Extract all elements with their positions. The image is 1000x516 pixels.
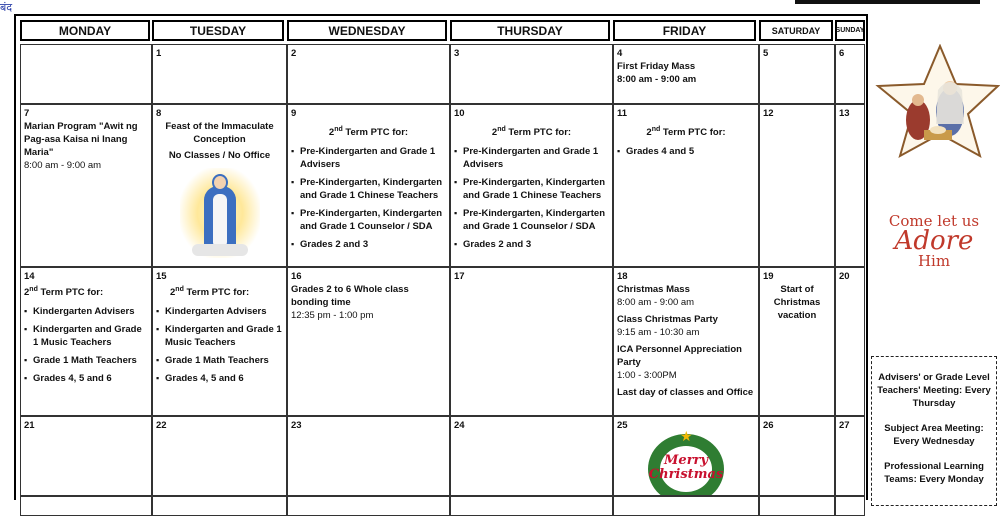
event-title: Christmas Mass [617, 284, 690, 295]
event-note: No Classes / No Office [168, 150, 271, 161]
day-cell-13 [835, 104, 865, 267]
list-item: ▪ Grades 2 and 3 [454, 238, 609, 251]
day-number: 14 [24, 271, 35, 282]
ptc-list [156, 305, 283, 385]
event-time: 12:35 pm - 1:00 pm [291, 310, 374, 321]
day-cell-21 [20, 416, 152, 496]
list-item: ▪ Grade 1 Math Teachers [24, 354, 148, 367]
list-item: ▪ Pre-Kindergarten, Kindergarten and Grade 1 Chinese Teachers [291, 176, 446, 202]
day-cell-next [835, 496, 865, 516]
day-cell-8 [152, 104, 287, 267]
day-number: 26 [763, 420, 774, 431]
day-cell-next [20, 496, 152, 516]
event-title: Start of Christmas vacation [773, 284, 821, 321]
list-item: ▪ Pre-Kindergarten, Kindergarten and Grade 1 Chinese Teachers [454, 176, 609, 202]
ptc-title: 2nd Term PTC for: [24, 286, 104, 299]
event-title: Class Christmas Party [617, 314, 718, 325]
greeting-line-1: Merry [664, 453, 708, 468]
day-cell-12 [759, 104, 835, 267]
day-number: 9 [291, 108, 297, 119]
day-number: 22 [156, 420, 167, 431]
list-item: ▪ Grades 4 and 5 [617, 145, 755, 158]
list-item: ▪ Pre-Kindergarten and Grade 1 Advisers [291, 145, 446, 171]
day-number: 6 [839, 48, 845, 59]
day-number: 12 [763, 108, 774, 119]
list-item: ▪ Kindergarten and Grade 1 Music Teachers [24, 323, 148, 349]
top-mark: बंद [0, 2, 13, 14]
top-bar [795, 0, 980, 4]
day-cell-5 [759, 44, 835, 104]
meeting-schedule-box [871, 356, 997, 506]
day-number: 15 [156, 271, 167, 282]
day-cell-23 [287, 416, 450, 496]
merry-christmas-wreath [636, 428, 736, 496]
day-cell-25 [613, 416, 759, 496]
event-title: Feast of the Immaculate Conception [165, 121, 274, 145]
day-cell-20 [835, 267, 865, 416]
day-number: 21 [24, 420, 35, 431]
day-cell-4 [613, 44, 759, 104]
adore-line-3: Him [917, 252, 951, 270]
list-item: ▪ Grade 1 Math Teachers [156, 354, 283, 367]
ptc-list [24, 305, 148, 385]
header-monday: MONDAY [20, 20, 150, 41]
calendar-grid [14, 14, 868, 500]
adore-line-2: Adore [894, 226, 974, 256]
day-cell-26 [759, 416, 835, 496]
ptc-list [291, 145, 446, 251]
list-item: ▪ Kindergarten Advisers [24, 305, 148, 318]
day-cell-17 [450, 267, 613, 416]
ptc-title: 2nd Term PTC for: [328, 126, 409, 139]
list-item: ▪ Pre-Kindergarten and Grade 1 Advisers [454, 145, 609, 171]
day-cell-next [759, 496, 835, 516]
immaculate-conception-image [180, 168, 260, 258]
ptc-list [454, 145, 609, 251]
event-time: 8:00 am - 9:00 am [617, 297, 695, 308]
event-title: ICA Personnel Appreciation Party [617, 344, 742, 368]
day-cell-24 [450, 416, 613, 496]
day-cell-22 [152, 416, 287, 496]
day-cell-19 [759, 267, 835, 416]
list-item: ▪ Pre-Kindergarten, Kindergarten and Grade 1 Counselor / SDA [454, 207, 609, 233]
day-cell-3 [450, 44, 613, 104]
header-wednesday: WEDNESDAY [287, 20, 447, 41]
day-cell-2 [287, 44, 450, 104]
list-item: ▪ Pre-Kindergarten, Kindergarten and Grade 1 Counselor / SDA [291, 207, 446, 233]
day-number: 27 [839, 420, 850, 431]
day-number: 8 [156, 108, 162, 119]
come-let-us-adore-him [868, 212, 1000, 270]
day-cell-7 [20, 104, 152, 267]
header-friday: FRIDAY [613, 20, 756, 41]
day-cell-16 [287, 267, 450, 416]
day-cell-10 [450, 104, 613, 267]
nativity-star-image [868, 44, 1000, 174]
day-number: 16 [291, 271, 302, 282]
day-number: 20 [839, 271, 850, 282]
day-number: 2 [291, 48, 297, 59]
day-number: 25 [617, 420, 628, 431]
day-cell-27 [835, 416, 865, 496]
day-cell-next [287, 496, 450, 516]
day-cell-next [450, 496, 613, 516]
day-cell-6 [835, 44, 865, 104]
day-number: 5 [763, 48, 769, 59]
meeting-note: Advisers' or Grade Level Teachers' Meeting: Every Thursday [877, 372, 991, 409]
ptc-list [617, 145, 755, 158]
day-number: 13 [839, 108, 850, 119]
day-cell-15 [152, 267, 287, 416]
day-number: 18 [617, 271, 628, 282]
event-time: 9:15 am - 10:30 am [617, 327, 700, 338]
day-number: 4 [617, 48, 623, 59]
adore-line-1: Come let us [888, 212, 980, 230]
event-title: Last day of classes and Office [617, 387, 754, 398]
day-number: 7 [24, 108, 30, 119]
day-number: 3 [454, 48, 460, 59]
day-cell-18 [613, 267, 759, 416]
event-title: Grades 2 to 6 Whole class bonding time [291, 284, 409, 308]
day-cell-next [613, 496, 759, 516]
header-thursday: THURSDAY [450, 20, 610, 41]
event-title: Marian Program "Awit ng Pag-asa Kaisa ni Inang Maria" [24, 121, 138, 158]
day-cell-empty [20, 44, 152, 104]
day-number: 1 [156, 48, 162, 59]
meeting-note: Professional Learning Teams: Every Monday [884, 461, 984, 485]
list-item: ▪ Kindergarten and Grade 1 Music Teachers [156, 323, 283, 349]
header-saturday: SATURDAY [759, 20, 833, 41]
ptc-title: 2nd Term PTC for: [646, 126, 726, 139]
header-tuesday: TUESDAY [152, 20, 284, 41]
day-cell-1 [152, 44, 287, 104]
list-item: ▪ Grades 2 and 3 [291, 238, 446, 251]
list-item: ▪ Grades 4, 5 and 6 [24, 372, 148, 385]
header-sunday: SUNDAY [835, 20, 865, 41]
day-cell-11 [613, 104, 759, 267]
meeting-note: Subject Area Meeting: Every Wednesday [884, 423, 984, 447]
day-cell-next [152, 496, 287, 516]
list-item: ▪ Kindergarten Advisers [156, 305, 283, 318]
day-number: 24 [454, 420, 465, 431]
day-number: 23 [291, 420, 302, 431]
event-time: 1:00 - 3:00PM [617, 370, 677, 381]
event-title: First Friday Mass [617, 61, 696, 72]
day-number: 19 [763, 271, 774, 282]
star-icon: ★ [680, 428, 693, 444]
day-cell-14 [20, 267, 152, 416]
day-number: 10 [454, 108, 465, 119]
ptc-title: 2nd Term PTC for: [170, 286, 250, 299]
event-time: 8:00 am - 9:00 am [617, 74, 697, 85]
ptc-title: 2nd Term PTC for: [491, 126, 572, 139]
day-number: 11 [617, 108, 628, 119]
day-cell-9 [287, 104, 450, 267]
greeting-line-2: Christmas [648, 467, 724, 482]
event-time: 8:00 am - 9:00 am [24, 160, 102, 171]
list-item: ▪ Grades 4, 5 and 6 [156, 372, 283, 385]
day-number: 17 [454, 271, 465, 282]
